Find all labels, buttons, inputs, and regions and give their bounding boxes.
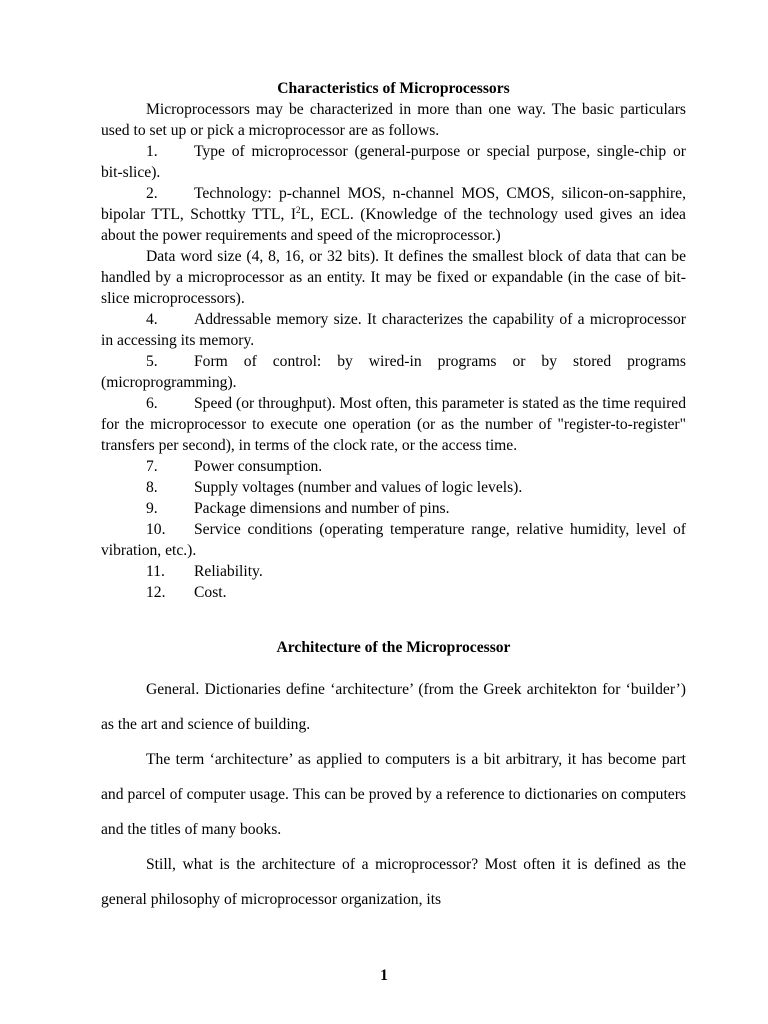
list-item-number: 5. — [146, 353, 158, 370]
section-title-characteristics: Characteristics of Microprocessors — [277, 80, 510, 97]
list-item — [101, 582, 686, 603]
list-item-number: 9. — [146, 500, 158, 517]
characteristics-section — [101, 78, 686, 603]
list-item-text: Cost. — [194, 584, 227, 601]
list-item-text-before: Technology: p-channel MOS, n-channel MOS, CMOS, silicon-on-sapphire, bipolar TTL, Schottky TTL, I — [101, 185, 686, 223]
list-item-number: 6. — [146, 395, 158, 412]
list-item-number: 11. — [146, 563, 165, 580]
list-item-text: Supply voltages (number and values of logic levels). — [194, 479, 523, 496]
list-item — [101, 351, 686, 393]
list-item-text: Speed (or throughput). Most often, this parameter is stated as the time required for the microprocessor to execute one operation (or as the number of "register-to-register" transfers per second), in terms of the clock rate, or the access time. — [101, 395, 686, 454]
list-item — [101, 456, 686, 477]
list-item-number: 8. — [146, 479, 158, 496]
body-paragraph: The term ‘architecture’ as applied to computers is a bit arbitrary, it has become part and parcel of computer usage. This can be proved by a reference to dictionaries on computers and the titles of many books. — [101, 751, 686, 838]
list-item-number: 7. — [146, 458, 158, 475]
list-item — [101, 477, 686, 498]
list-item — [101, 246, 686, 309]
document-page — [101, 78, 686, 917]
list-item-text: Type of microprocessor (general-purpose or special purpose, single-chip or bit-slice). — [101, 143, 686, 181]
list-item-text: Data word size (4, 8, 16, or 32 bits). It defines the smallest block of data that can be handled by a microprocessor as an entity. It may be fixed or expandable (in the case of bit-slice microprocessors). — [101, 248, 686, 307]
list-item-text: Addressable memory size. It characterizes the capability of a microprocessor in accessing its memory. — [101, 311, 686, 349]
list-item — [101, 183, 686, 246]
section-title-architecture: Architecture of the Microprocessor — [276, 639, 511, 656]
list-item-number: 1. — [146, 143, 158, 160]
list-item — [101, 519, 686, 561]
list-item — [101, 309, 686, 351]
list-item-text: Package dimensions and number of pins. — [194, 500, 450, 517]
list-item-text: Service conditions (operating temperature range, relative humidity, level of vibration, etc.). — [101, 521, 686, 559]
page-number: 1 — [380, 967, 388, 984]
list-item — [101, 561, 686, 582]
list-item-text-after: L, ECL. (Knowledge of the technology used gives an idea about the power requirements and speed of the microprocessor.) — [101, 206, 686, 244]
intro-paragraph: Microprocessors may be characterized in more than one way. The basic particulars used to set up or pick a microprocessor are as follows. — [101, 101, 686, 139]
list-item — [101, 141, 686, 183]
list-item-number: 12. — [146, 584, 166, 601]
list-item-number: 4. — [146, 311, 158, 328]
list-item-number: 10. — [146, 521, 166, 538]
architecture-section — [101, 672, 686, 917]
body-paragraph: General. Dictionaries define ‘architecture’ (from the Greek architekton for ‘builder’) as the art and science of building. — [101, 681, 686, 733]
list-item-text: Power consumption. — [194, 458, 323, 475]
list-item-text: Reliability. — [194, 563, 263, 580]
body-paragraph: Still, what is the architecture of a microprocessor? Most often it is defined as the general philosophy of microprocessor organization, its — [101, 856, 686, 908]
superscript: 2 — [296, 205, 301, 215]
list-item-number: 2. — [146, 185, 158, 202]
list-item — [101, 498, 686, 519]
list-item — [101, 393, 686, 456]
list-item-text: Form of control: by wired-in programs or by stored programs (microprogramming). — [101, 353, 686, 391]
